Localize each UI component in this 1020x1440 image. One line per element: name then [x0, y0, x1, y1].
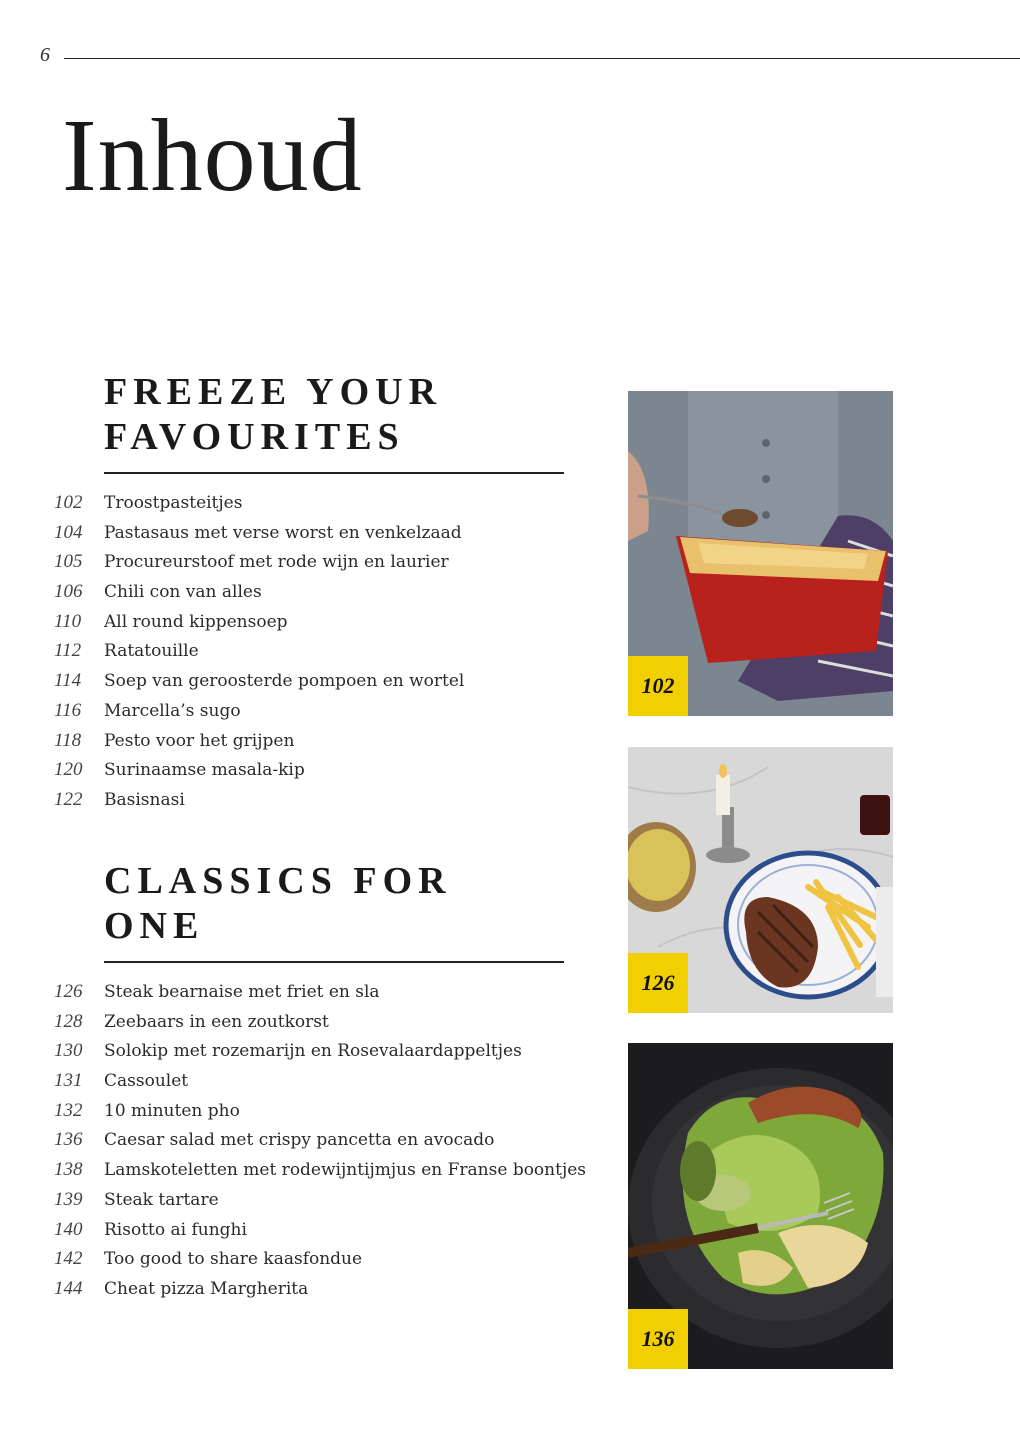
page-number: 6: [40, 44, 50, 66]
toc-page-number: 105: [54, 551, 83, 573]
toc-page-number: 128: [54, 1010, 83, 1032]
toc-recipe-title: Zeebaars in een zoutkorst: [104, 1011, 329, 1032]
photo-page-badge: 136: [628, 1309, 688, 1369]
toc-page-number: 139: [54, 1188, 83, 1210]
toc-recipe-title: Basisnasi: [104, 789, 185, 810]
toc-recipe-title: Surinaamse masala-kip: [104, 760, 305, 781]
section-freeze-your-favourites: [0, 370, 600, 819]
toc-entry[interactable]: [0, 522, 600, 552]
toc-recipe-title: Risotto ai funghi: [104, 1219, 247, 1240]
toc-entry[interactable]: [0, 640, 600, 670]
toc-page-number: 126: [54, 981, 83, 1002]
toc-recipe-title: Cheat pizza Margherita: [104, 1278, 309, 1299]
toc-entry[interactable]: [0, 981, 600, 1011]
toc-page-number: 114: [54, 670, 82, 692]
toc-recipe-title: All round kippensoep: [104, 611, 288, 632]
toc-entry[interactable]: [0, 1248, 600, 1278]
toc-page-number: 130: [54, 1040, 83, 1062]
section-rule: [104, 472, 564, 474]
toc-entry[interactable]: [0, 1100, 600, 1130]
toc-entry[interactable]: [0, 492, 600, 522]
toc-entry[interactable]: [0, 1159, 600, 1189]
toc-recipe-title: Soep van geroosterde pompoen en wortel: [104, 671, 465, 692]
toc-entry[interactable]: [0, 670, 600, 700]
toc-entry[interactable]: [0, 1219, 600, 1249]
toc-page-number: 118: [54, 729, 82, 751]
toc-entry[interactable]: [0, 611, 600, 641]
toc-recipe-title: Cassoulet: [104, 1071, 189, 1092]
photo-page-badge: 102: [628, 656, 688, 716]
toc-list: [0, 981, 600, 1308]
toc-page-number: 144: [54, 1277, 83, 1299]
toc-recipe-title: Pesto voor het grijpen: [104, 730, 295, 751]
toc-entry[interactable]: [0, 789, 600, 819]
toc-recipe-title: Caesar salad met crispy pancetta en avocado: [104, 1130, 495, 1151]
section-rule: [104, 961, 564, 963]
toc-page-number: 112: [54, 640, 82, 662]
toc-page-number: 110: [54, 610, 82, 632]
toc-list: [0, 492, 600, 819]
toc-page-number: 131: [54, 1070, 83, 1092]
toc-page-number: 136: [54, 1129, 83, 1151]
gratin-dish-photo[interactable]: [628, 391, 893, 716]
toc-page-number: 140: [54, 1218, 83, 1240]
toc-entry[interactable]: [0, 759, 600, 789]
toc-page-number: 102: [54, 492, 83, 513]
toc-entry[interactable]: [0, 1189, 600, 1219]
toc-recipe-title: Solokip met rozemarijn en Rosevalaardappeltjes: [104, 1041, 522, 1062]
toc-recipe-title: Chili con van alles: [104, 582, 262, 603]
toc-recipe-title: 10 minuten pho: [104, 1100, 240, 1121]
toc-page-number: 142: [54, 1248, 83, 1270]
steak-frites-photo[interactable]: [628, 747, 893, 1013]
toc-recipe-title: Marcella’s sugo: [104, 700, 241, 721]
toc-recipe-title: Steak bearnaise met friet en sla: [104, 982, 380, 1002]
toc-entry[interactable]: [0, 1070, 600, 1100]
toc-entry[interactable]: [0, 1011, 600, 1041]
toc-entry[interactable]: [0, 1278, 600, 1308]
section-title: CLASSICS FOR ONE: [104, 860, 452, 947]
section-title: FREEZE YOUR FAVOURITES: [104, 371, 443, 458]
toc-recipe-title: Lamskoteletten met rodewijntijmjus en Franse boontjes: [104, 1160, 587, 1181]
toc-page-number: 104: [54, 521, 83, 543]
photo-page-badge: 126: [628, 953, 688, 1013]
toc-entry[interactable]: [0, 730, 600, 760]
toc-entry[interactable]: [0, 551, 600, 581]
toc-recipe-title: Steak tartare: [104, 1189, 219, 1210]
header-rule: [64, 58, 1020, 59]
toc-page-number: 138: [54, 1159, 83, 1181]
page-title: Inhoud: [62, 98, 363, 213]
toc-recipe-title: Ratatouille: [104, 641, 199, 662]
toc-page-number: 122: [54, 788, 83, 810]
toc-entry[interactable]: [0, 1040, 600, 1070]
section-classics-for-one: [0, 859, 600, 1308]
toc-page-number: 120: [54, 759, 83, 781]
toc-recipe-title: Procureurstoof met rode wijn en laurier: [104, 552, 449, 573]
toc-entry[interactable]: [0, 700, 600, 730]
caesar-salad-photo[interactable]: [628, 1043, 893, 1369]
toc-page-number: 132: [54, 1099, 83, 1121]
toc-page-number: 116: [54, 699, 82, 721]
toc-entry[interactable]: [0, 1129, 600, 1159]
toc-recipe-title: Too good to share kaasfondue: [104, 1249, 363, 1270]
toc-page-number: 106: [54, 581, 83, 603]
toc-recipe-title: Troostpasteitjes: [104, 493, 243, 513]
toc-recipe-title: Pastasaus met verse worst en venkelzaad: [104, 522, 462, 543]
toc-entry[interactable]: [0, 581, 600, 611]
